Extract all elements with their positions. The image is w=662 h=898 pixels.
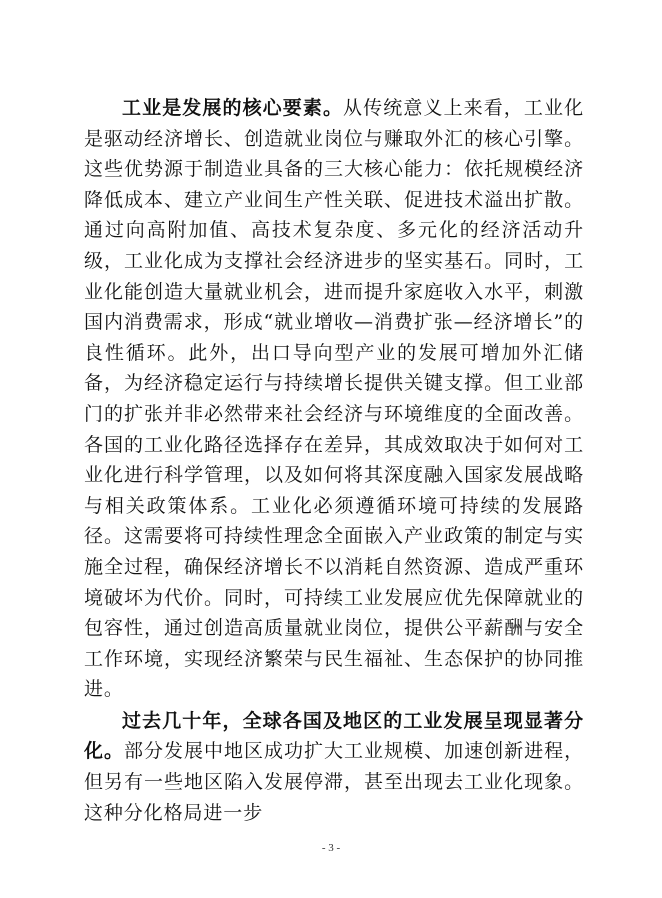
paragraph-industry-core — [84, 93, 584, 705]
page-number: - 3 - — [321, 842, 341, 854]
paragraph-global-divergence — [84, 706, 584, 828]
paragraph-body-text: 从传统意义上来看，工业化是驱动经济增长、创造就业岗位与赚取外汇的核心引擎。这些优势源于制造业具备的三大核心能力：依托规模经济降低成本、建立产业间生产性关联、促进技术溢出扩散。通过向高附加值、高技术复杂度、多元化的经济活动升级，工业化成为支撑社会经济进步的坚实基石。同时，工业化能创造大量就业机会，进而提升家庭收入水平，刺激国内消费需求，形成“就业增收—消费扩张—经济增长”的良性循环。此外，出口导向型产业的发展可增加外汇储备，为经济稳定运行与持续增长提供关键支撑。但工业部门的扩张并非必然带来社会经济与环境维度的全面改善。各国的工业化路径选择存在差异，其成效取决于如何对工业化进行科学管理，以及如何将其深度融入国家发展战略与相关政策体系。工业化必须遵循环境可持续的发展路径。这需要将可持续性理念全面嵌入产业政策的制定与实施全过程，确保经济增长不以消耗自然资源、造成严重环境破坏为代价。同时，可持续工业发展应优先保障就业的包容性，通过创造高质量就业岗位，提供公平薪酬与安全工作环境，实现经济繁荣与民生福祉、生态保护的协同推进。 — [84, 97, 584, 701]
document-body — [84, 93, 584, 828]
paragraph-body-text: 部分发展中地区成功扩大工业规模、加速创新进程，但另有一些地区陷入发展停滞，甚至出现去工业化现象。这种分化格局进一步 — [84, 740, 584, 824]
paragraph-lead-heading: 工业是发展的核心要素。 — [122, 97, 344, 119]
paragraph-lead-heading: 过去几十年，全球各国及地区的工业发展呈现显著分化。 — [84, 709, 584, 763]
